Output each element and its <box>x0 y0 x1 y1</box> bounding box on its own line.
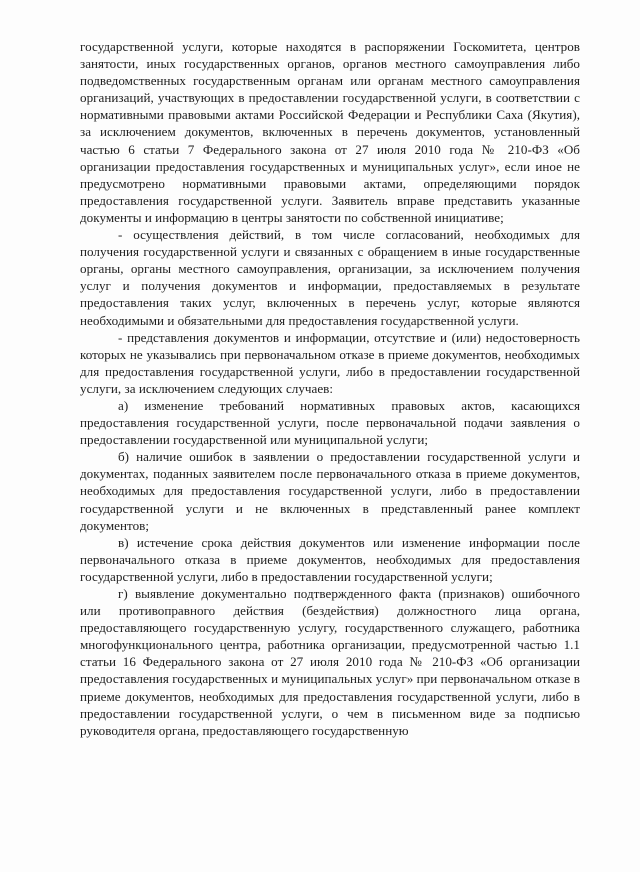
paragraph-continuation: государственной услуги, которые находятся в распоряжении Госкомитета, центров занятости, иных государственных органов, органов местного самоуправления либо подведомственных государственным органам или органам местного самоуправления организаций, участвующих в предоставлении государственной услуги, в соответствии с нормативными правовыми актами Российской Федерации и Республики Саха (Якутия), за исключением документов, включенных в перечень документов, установленный частью 6 статьи 7 Федерального закона от 27 июля 2010 года № 210-ФЗ «Об организации предоставления государственных и муниципальных услуг», если иное не предусмотрено нормативными правовыми актами, определяющими порядок предоставления государственной услуги. Заявитель вправе представить указанные документы и информацию в центры занятости по собственной инициативе; <box>80 39 580 225</box>
paragraph-case-c: в) истечение срока действия документов или изменение информации после первоначального отказа в приеме документов, необходимых для предоставления государственной услуги, либо в предоставлении государственной услуги; <box>80 534 580 584</box>
paragraph-case-d: г) выявление документально подтвержденного факта (признаков) ошибочного или противоправного действия (бездействия) должностного лица органа, предоставляющего государственную услугу, государственного служащего, работника многофункционального центра, работника организации, предусмотренной частью 1.1 статьи 16 Федерального закона от 27 июля 2010 года № 210-ФЗ «Об организации предоставления государственных и муниципальных услуг» при первоначальном отказе в приеме документов, необходимых для предоставления государственной услуги, либо в предоставлении государственной услуги, о чем в письменном виде за подписью руководителя органа, предоставляющего государственную <box>80 586 580 738</box>
paragraph-actions: - осуществления действий, в том числе согласований, необходимых для получения государственной услуги и связанных с обращением в иные государственные органы, органы местного самоуправления, организации, за исключением получения услуг и получения документов и информации, предоставляемых в результате предоставления таких услуг, включенных в перечень услуг, которые являются необходимыми и обязательными для предоставления государственной услуги. <box>80 227 580 328</box>
paragraph-documents: - представления документов и информации, отсутствие и (или) недостоверность которых не указывались при первоначальном отказе в приеме документов, необходимых для предоставления государственной услуги, либо в предоставлении государственной услуги, за исключением следующих случаев: <box>80 329 580 396</box>
paragraph-case-b: б) наличие ошибок в заявлении о предоставлении государственной услуги и документах, поданных заявителем после первоначального отказа в приеме документов, необходимых для предоставления государственной услуги, либо в предоставлении государственной услуги и не включенных в представленный ранее комплект документов; <box>80 449 580 533</box>
document-body <box>80 38 580 739</box>
paragraph-case-a: а) изменение требований нормативных правовых актов, касающихся предоставления государственной услуги, после первоначальной подачи заявления о предоставлении государственной или муниципальной услуги; <box>80 397 580 448</box>
